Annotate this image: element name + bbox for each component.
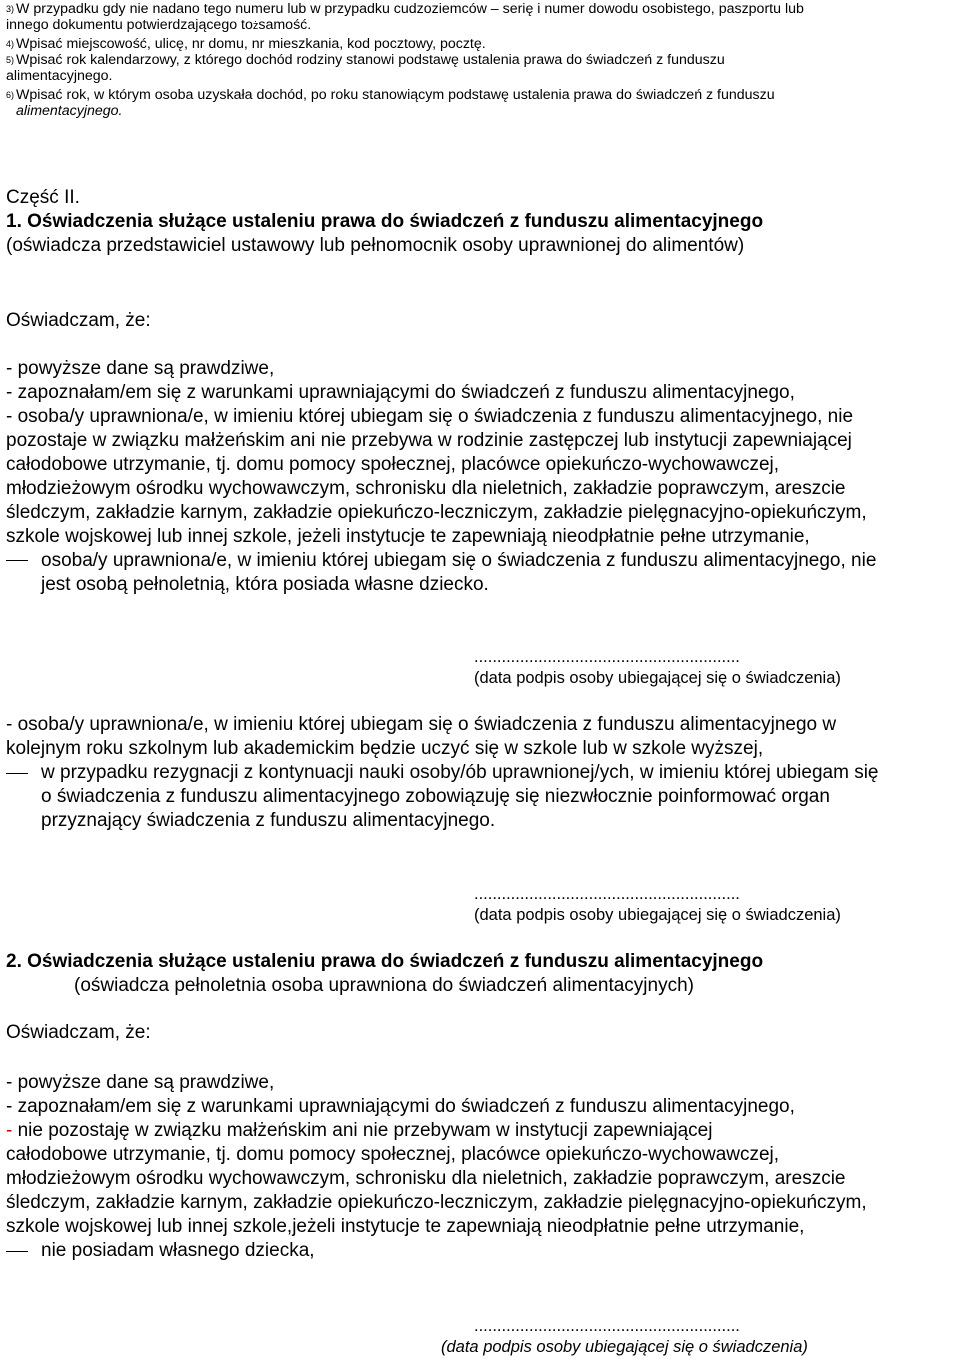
statement-line: śledczym, zakładzie karnym, zakładzie opiekuńczo-leczniczym, zakładzie pielęgnacyjno-opiekuńczym, [6, 1192, 867, 1213]
section-1-subtitle: (oświadcza przedstawiciel ustawowy lub pełnomocnik osoby uprawnionej do alimentów) [6, 235, 745, 256]
dash-item-line: nie posiadam własnego dziecka, [41, 1240, 315, 1261]
section-title: Oświadczenia służące ustaleniu prawa do świadczeń z funduszu alimentacyjnego [27, 211, 764, 232]
list-dash [6, 773, 28, 774]
statement-line: - osoba/y uprawniona/e, w imieniu której ubiegam się o świadczenia z funduszu alimentacyjnego w [6, 714, 837, 735]
dash-item-line: o świadczenia z funduszu alimentacyjnego zobowiązuję się niezwłocznie poinformować organ [41, 786, 830, 807]
signature-dots: .......................................................... [474, 648, 740, 666]
dash-item-line: w przypadku rezygnacji z kontynuacji nauki osoby/ób uprawnionej/ych, w imieniu której ubiegam się [41, 762, 879, 783]
statement-line: - powyższe dane są prawdziwe, [6, 1072, 275, 1093]
footnote-number: 3) [6, 4, 15, 14]
signature-caption: (data podpis osoby ubiegającej się o świadczenia) [474, 906, 841, 924]
footnote-text: Wpisać miejscowość, ulicę, nr domu, nr mieszkania, kod pocztowy, pocztę. [16, 36, 486, 52]
statement-line: śledczym, zakładzie karnym, zakładzie opiekuńczo-leczniczym, zakładzie pielęgnacyjno-opiekuńczym, [6, 502, 867, 523]
footnote-3 [6, 1, 804, 34]
statement-line: szkole wojskowej lub innej szkole, jeżeli instytucje te zapewniają nieodpłatnie pełne utrzymanie, [6, 526, 810, 547]
section-1-heading [6, 210, 763, 234]
section-2-heading [6, 950, 763, 974]
section-title: Oświadczenia służące ustaleniu prawa do świadczeń z funduszu alimentacyjnego [27, 951, 764, 972]
statement-line: całodobowe utrzymanie, tj. domu pomocy społecznej, placówce opiekuńczo-wychowawczej, [6, 454, 780, 475]
statement-line: pozostaje w związku małżeńskim ani nie przebywa w rodzinie zastępczej lub instytucji zapewniającej [6, 430, 852, 451]
statement-line [6, 1119, 712, 1143]
footnote-text: W przypadku gdy nie nadano tego numeru lub w przypadku cudzoziemców – serię i numer dowodu osobistego, paszportu lub [16, 1, 804, 17]
red-dash: - [6, 1120, 13, 1141]
statement-line: - zapoznałam/em się z warunkami uprawniającymi do świadczeń z funduszu alimentacyjnego, [6, 1096, 795, 1117]
section-2-intro: Oświadczam, że: [6, 1022, 151, 1043]
statement-line: - osoba/y uprawniona/e, w imieniu której ubiegam się o świadczenia z funduszu alimentacyjnego, nie [6, 406, 854, 427]
statement-line: - powyższe dane są prawdziwe, [6, 358, 275, 379]
section-1-intro: Oświadczam, że: [6, 310, 151, 331]
part-title: Część II. [6, 187, 80, 208]
section-number: 2. [6, 951, 22, 972]
statement-line: szkole wojskowej lub innej szkole,jeżeli instytucje te zapewniają nieodpłatnie pełne utrzymanie, [6, 1216, 805, 1237]
footnote-4 [6, 36, 486, 52]
footnote-text: ż [252, 20, 259, 32]
footnote-text: Wpisać rok, w którym osoba uzyskała dochód, po roku stanowiącym podstawę ustalenia prawa do świadczeń z funduszu [16, 87, 775, 103]
section-2-subtitle: (oświadcza pełnoletnia osoba uprawniona do świadczeń alimentacyjnych) [74, 975, 694, 996]
signature-caption: (data podpis osoby ubiegającej się o świadczenia) [474, 669, 841, 687]
footnote-number: 5) [6, 55, 15, 65]
signature-dots: .......................................................... [474, 885, 740, 903]
signature-caption: (data podpis osoby ubiegającej się o świadczenia) [441, 1338, 808, 1356]
footnote-text: innego dokumentu potwierdzającego to [6, 17, 253, 33]
statement-line: kolejnym roku szkolnym lub akademickim będzie uczyć się w szkole lub w szkole wyższej, [6, 738, 764, 759]
statement-line: całodobowe utrzymanie, tj. domu pomocy społecznej, placówce opiekuńczo-wychowawczej, [6, 1144, 780, 1165]
statement-line: młodzieżowym ośrodku wychowawczym, schronisku dla nieletnich, zakładzie poprawczym, areszcie [6, 1168, 846, 1189]
dash-item-line: osoba/y uprawniona/e, w imieniu której ubiegam się o świadczenia z funduszu alimentacyjnego, nie [41, 550, 877, 571]
list-dash [6, 1251, 28, 1252]
footnote-number: 6) [6, 90, 15, 100]
statement-line: - zapoznałam/em się z warunkami uprawniającymi do świadczeń z funduszu alimentacyjnego, [6, 382, 795, 403]
footnote-5 [6, 52, 725, 84]
section-number: 1. [6, 211, 22, 232]
footnote-6 [6, 87, 775, 119]
dash-item-line: przyznający świadczenia z funduszu alimentacyjnego. [41, 810, 496, 831]
signature-dots: .......................................................... [474, 1317, 740, 1335]
dash-item-line: jest osobą pełnoletnią, która posiada własne dziecko. [41, 574, 489, 595]
footnote-text: alimentacyjnego. [6, 68, 113, 84]
footnote-text: alimentacyjnego. [16, 103, 123, 119]
footnote-text: samość. [258, 17, 312, 33]
list-dash [6, 560, 28, 561]
statement-line: młodzieżowym ośrodku wychowawczym, schronisku dla nieletnich, zakładzie poprawczym, areszcie [6, 478, 846, 499]
statement-text: nie pozostaję w związku małżeńskim ani nie przebywam w instytucji zapewniającej [12, 1120, 713, 1141]
footnote-number: 4) [6, 39, 15, 49]
footnote-text: Wpisać rok kalendarzowy, z którego dochód rodziny stanowi podstawę ustalenia prawa do świadczeń z funduszu [16, 52, 725, 68]
